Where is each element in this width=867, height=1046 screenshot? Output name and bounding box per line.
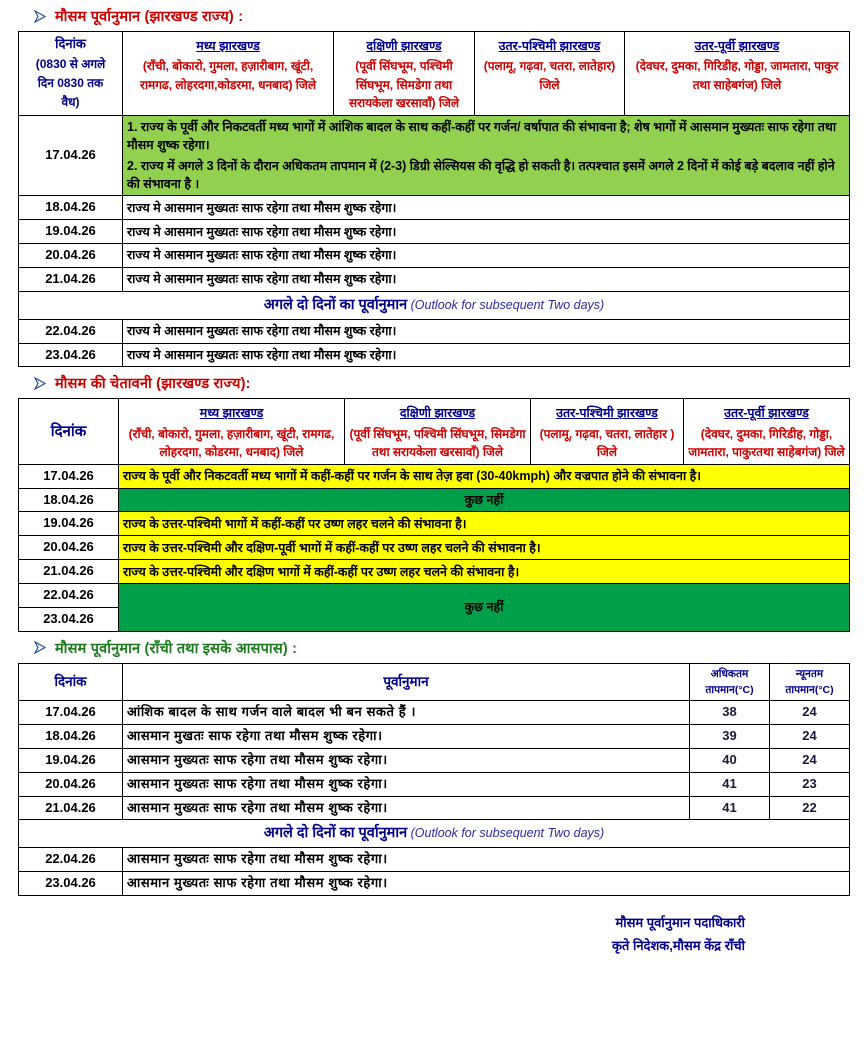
header-date-valid-3: वैध) — [61, 95, 80, 110]
table-row — [19, 796, 850, 820]
row-max-temp: 40 — [690, 748, 770, 772]
arrow-bullet-icon — [34, 10, 47, 23]
row-date: 17.04.26 — [19, 115, 123, 196]
table-row — [19, 464, 850, 488]
region-districts: (देवघर, दुमका, गिरिडीह, गोड्डा, जामतारा, पाकुरतथा साहेबगंज) जिले — [688, 426, 845, 460]
header-date-cell — [19, 32, 123, 116]
table-row — [19, 701, 850, 725]
header-region-northwest — [531, 399, 684, 464]
row-date: 21.04.26 — [19, 796, 123, 820]
row-min-temp: 24 — [770, 701, 850, 725]
row-max-temp: 39 — [690, 725, 770, 749]
header-region-northeast — [684, 399, 850, 464]
header-region-central — [119, 399, 345, 464]
region-districts: (पूर्वी सिंघभूम, पश्चिमी सिंघभूम, सिमडेगा तथा सरायकेला खरसावाँ) जिले — [349, 426, 526, 460]
row-forecast-text: आसमान मुख्यतः साफ रहेगा तथा मौसम शुष्क रहेगा। — [123, 772, 690, 796]
row-date: 19.04.26 — [19, 748, 123, 772]
header-max-temp-line2: तापमान(°C) — [705, 683, 754, 696]
header-date-cell — [19, 399, 119, 464]
table-header-row — [19, 663, 850, 701]
row-forecast-text: आंशिक बादल के साथ गर्जन वाले बादल भी बन सकते हैं । — [123, 701, 690, 725]
row-min-temp: 22 — [770, 796, 850, 820]
region-title: मध्य झारखण्ड — [199, 406, 264, 421]
state-warning-table — [18, 398, 850, 631]
outlook-banner — [19, 820, 850, 848]
table-row — [19, 220, 850, 244]
row-max-temp: 41 — [690, 796, 770, 820]
row-forecast-text: राज्य मे आसमान मुख्यतः साफ रहेगा तथा मौसम शुष्क रहेगा। — [123, 267, 850, 291]
row-date: 18.04.26 — [19, 488, 119, 512]
outlook-banner — [19, 291, 850, 319]
row-warning-text: कुछ नहीं — [119, 488, 850, 512]
region-districts: (राँची, बोकारो, गुमला, हज़ारीबाग, खूंटी, रामगढ, लोहरदगा, कोडरमा, धनबाद) जिले — [128, 426, 335, 460]
table-row — [19, 343, 850, 367]
ranchi-forecast-table — [18, 663, 850, 896]
outlook-title-hindi: अगले दो दिनों का पूर्वानुमान — [263, 296, 408, 313]
outlook-banner-row — [19, 820, 850, 848]
table-row — [19, 748, 850, 772]
header-region-central — [123, 32, 334, 116]
row-date: 20.04.26 — [19, 772, 123, 796]
region-title: उतर-पूर्वी झारखण्ड — [694, 39, 780, 53]
section-title-ranchi-forecast: मौसम पूर्वानुमान (राँची तथा इसके आसपास) : — [55, 640, 298, 657]
signature-line-2: कृते निदेशक,मौसम केंद्र राँची — [611, 937, 745, 953]
row-forecast-text: आसमान मुख्यतः साफ रहेगा तथा मौसम शुष्क रहेगा। — [123, 748, 690, 772]
header-region-northeast — [625, 32, 850, 116]
row-date: 23.04.26 — [19, 607, 119, 631]
header-region-south — [334, 32, 475, 116]
row-date: 22.04.26 — [19, 319, 123, 343]
row-forecast-text: राज्य मे आसमान मुख्यतः साफ रहेगा तथा मौसम शुष्क रहेगा। — [123, 220, 850, 244]
row-date: 21.04.26 — [19, 267, 123, 291]
row-date: 20.04.26 — [19, 244, 123, 268]
outlook-title-hindi: अगले दो दिनों का पूर्वानुमान — [263, 825, 408, 842]
row-date: 17.04.26 — [19, 464, 119, 488]
row-warning-text-merged: कुछ नहीं — [119, 584, 850, 632]
row-date: 23.04.26 — [19, 872, 123, 896]
signature-block — [18, 912, 849, 958]
row-date: 20.04.26 — [19, 536, 119, 560]
region-districts: (देवघर, दुमका, गिरिडीह, गोड्डा, जामतारा, पाकुर तथा साहेबगंज) जिले — [635, 59, 839, 92]
row-min-temp: 23 — [770, 772, 850, 796]
row-warning-text: राज्य के पूर्वी और निकटवर्ती मध्य भागों में कहीं-कहीं पर गर्जन के साथ तेज़ हवा (30-40kmph) और वज्रपात होने की संभावना है। — [119, 464, 850, 488]
table-row — [19, 560, 850, 584]
row-date: 19.04.26 — [19, 512, 119, 536]
state-forecast-table — [18, 31, 850, 367]
row-min-temp: 24 — [770, 725, 850, 749]
table-row — [19, 584, 850, 608]
row-date: 18.04.26 — [19, 725, 123, 749]
row-warning-text: राज्य के उत्तर-पश्चिमी और दक्षिण-पूर्वी भागों में कहीं-कहीं पर उष्ण लहर चलने की संभावना है। — [119, 536, 850, 560]
header-region-south — [345, 399, 531, 464]
region-title: उतर-पश्चिमी झारखण्ड — [556, 406, 658, 421]
table-row — [19, 725, 850, 749]
header-date-valid-2: दिन 0830 तक — [37, 76, 104, 91]
row-date: 22.04.26 — [19, 584, 119, 608]
section-heading-state-forecast — [18, 0, 849, 31]
section-title-state-forecast: मौसम पूर्वानुमान (झारखण्ड राज्य) : — [55, 9, 244, 25]
section-heading-state-warning — [18, 367, 849, 398]
region-title: उतर-पश्चिमी झारखण्ड — [498, 39, 601, 53]
table-row — [19, 115, 850, 196]
header-date: दिनांक — [19, 663, 123, 701]
row-max-temp: 41 — [690, 772, 770, 796]
outlook-banner-row — [19, 291, 850, 319]
forecast-line-2: 2. राज्य में अगले 3 दिनों के दौरान अधिकतम तापमान में (2-3) डिग्री सेल्सियस की वृद्धि हो सकती है। तत्पश्चात इसमें अगले 2 दिनों में कोई बड़े बदलाव नहीं होने की संभावना है । — [127, 159, 835, 192]
arrow-bullet-icon — [34, 377, 47, 390]
row-forecast-text: राज्य मे आसमान मुख्यतः साफ रहेगा तथा मौसम शुष्क रहेगा। — [123, 319, 850, 343]
table-row — [19, 319, 850, 343]
region-districts: (पूर्वी सिंघभूम, पश्चिमी सिंघभूम, सिमडेगा तथा सरायकेला खरसावाँ) जिले — [348, 59, 460, 111]
row-max-temp: 38 — [690, 701, 770, 725]
region-title: उतर-पूर्वी झारखण्ड — [724, 406, 809, 421]
row-date: 22.04.26 — [19, 848, 123, 872]
table-row — [19, 488, 850, 512]
row-forecast-text — [123, 115, 850, 196]
section-heading-ranchi-forecast — [18, 632, 849, 663]
table-row — [19, 848, 850, 872]
outlook-title-english: (Outlook for subsequent Two days) — [410, 826, 605, 841]
region-title: मध्य झारखण्ड — [196, 39, 260, 53]
table-header-row — [19, 399, 850, 464]
row-date: 18.04.26 — [19, 196, 123, 220]
header-min-temp — [770, 663, 850, 701]
header-region-northwest — [475, 32, 625, 116]
region-title: दक्षिणी झारखण्ड — [399, 406, 476, 421]
row-forecast-text: आसमान मुख्यतः साफ रहेगा तथा मौसम शुष्क रहेगा। — [123, 848, 850, 872]
arrow-bullet-icon — [34, 641, 47, 654]
table-row — [19, 267, 850, 291]
row-date: 17.04.26 — [19, 701, 123, 725]
header-date-label: दिनांक — [50, 422, 87, 440]
header-forecast: पूर्वानुमान — [123, 663, 690, 701]
row-forecast-text: राज्य मे आसमान मुख्यतः साफ रहेगा तथा मौसम शुष्क रहेगा। — [123, 244, 850, 268]
row-min-temp: 24 — [770, 748, 850, 772]
table-row — [19, 536, 850, 560]
region-districts: (पलामू, गढ़वा, चतरा, लातेहार) जिले — [483, 59, 616, 92]
header-max-temp-line1: अधिकतम — [710, 667, 749, 680]
table-row — [19, 196, 850, 220]
header-min-temp-line1: न्यूनतम — [795, 667, 824, 680]
region-title: दक्षिणी झारखण्ड — [366, 39, 442, 53]
signature-line-1: मौसम पूर्वानुमान पदाधिकारी — [615, 915, 745, 931]
row-forecast-text: आसमान मुखतः साफ रहेगा तथा मौसम शुष्क रहेगा। — [123, 725, 690, 749]
header-max-temp — [690, 663, 770, 701]
row-warning-text: राज्य के उत्तर-पश्चिमी और दक्षिण भागों में कहीं-कहीं पर उष्ण लहर चलने की संभावना है। — [119, 560, 850, 584]
row-forecast-text: राज्य मे आसमान मुख्यतः साफ रहेगा तथा मौसम शुष्क रहेगा। — [123, 343, 850, 367]
table-row — [19, 772, 850, 796]
header-date-label: दिनांक — [55, 36, 86, 52]
row-forecast-text: राज्य मे आसमान मुख्यतः साफ रहेगा तथा मौसम शुष्क रहेगा। — [123, 196, 850, 220]
forecast-line-1: 1. राज्य के पूर्वी और निकटवर्ती मध्य भागों में आंशिक बादल के साथ कहीं-कहीं पर गर्जन/ वर्षापात की संभावना है; शेष भागों में आसमान मुख्यतः साफ रहेगा तथा मौसम शुष्क रहेगा। — [127, 119, 837, 153]
row-date: 23.04.26 — [19, 343, 123, 367]
table-row — [19, 244, 850, 268]
row-date: 21.04.26 — [19, 560, 119, 584]
row-warning-text: राज्य के उत्तर-पश्चिमी भागों में कहीं-कहीं पर उष्ण लहर चलने की संभावना है। — [119, 512, 850, 536]
table-row — [19, 512, 850, 536]
row-forecast-text: आसमान मुख्यतः साफ रहेगा तथा मौसम शुष्क रहेगा। — [123, 872, 850, 896]
header-min-temp-line2: तापमान(°C) — [785, 683, 834, 696]
row-forecast-text: आसमान मुख्यतः साफ रहेगा तथा मौसम शुष्क रहेगा। — [123, 796, 690, 820]
table-row — [19, 872, 850, 896]
header-date-valid-1: (0830 से अगले — [35, 57, 106, 72]
table-header-row — [19, 32, 850, 116]
region-districts: (पलामू, गढ़वा, चतरा, लातेहार ) जिले — [539, 426, 675, 460]
section-title-state-warning: मौसम की चेतावनी (झारखण्ड राज्य): — [55, 376, 251, 393]
region-districts: (राँची, बोकारो, गुमला, हज़ारीबाग, खूंटी, रामगढ, लोहरदगा,कोडरमा, धनबाद) जिले — [140, 59, 316, 92]
outlook-title-english: (Outlook for subsequent Two days) — [410, 297, 605, 312]
row-date: 19.04.26 — [19, 220, 123, 244]
